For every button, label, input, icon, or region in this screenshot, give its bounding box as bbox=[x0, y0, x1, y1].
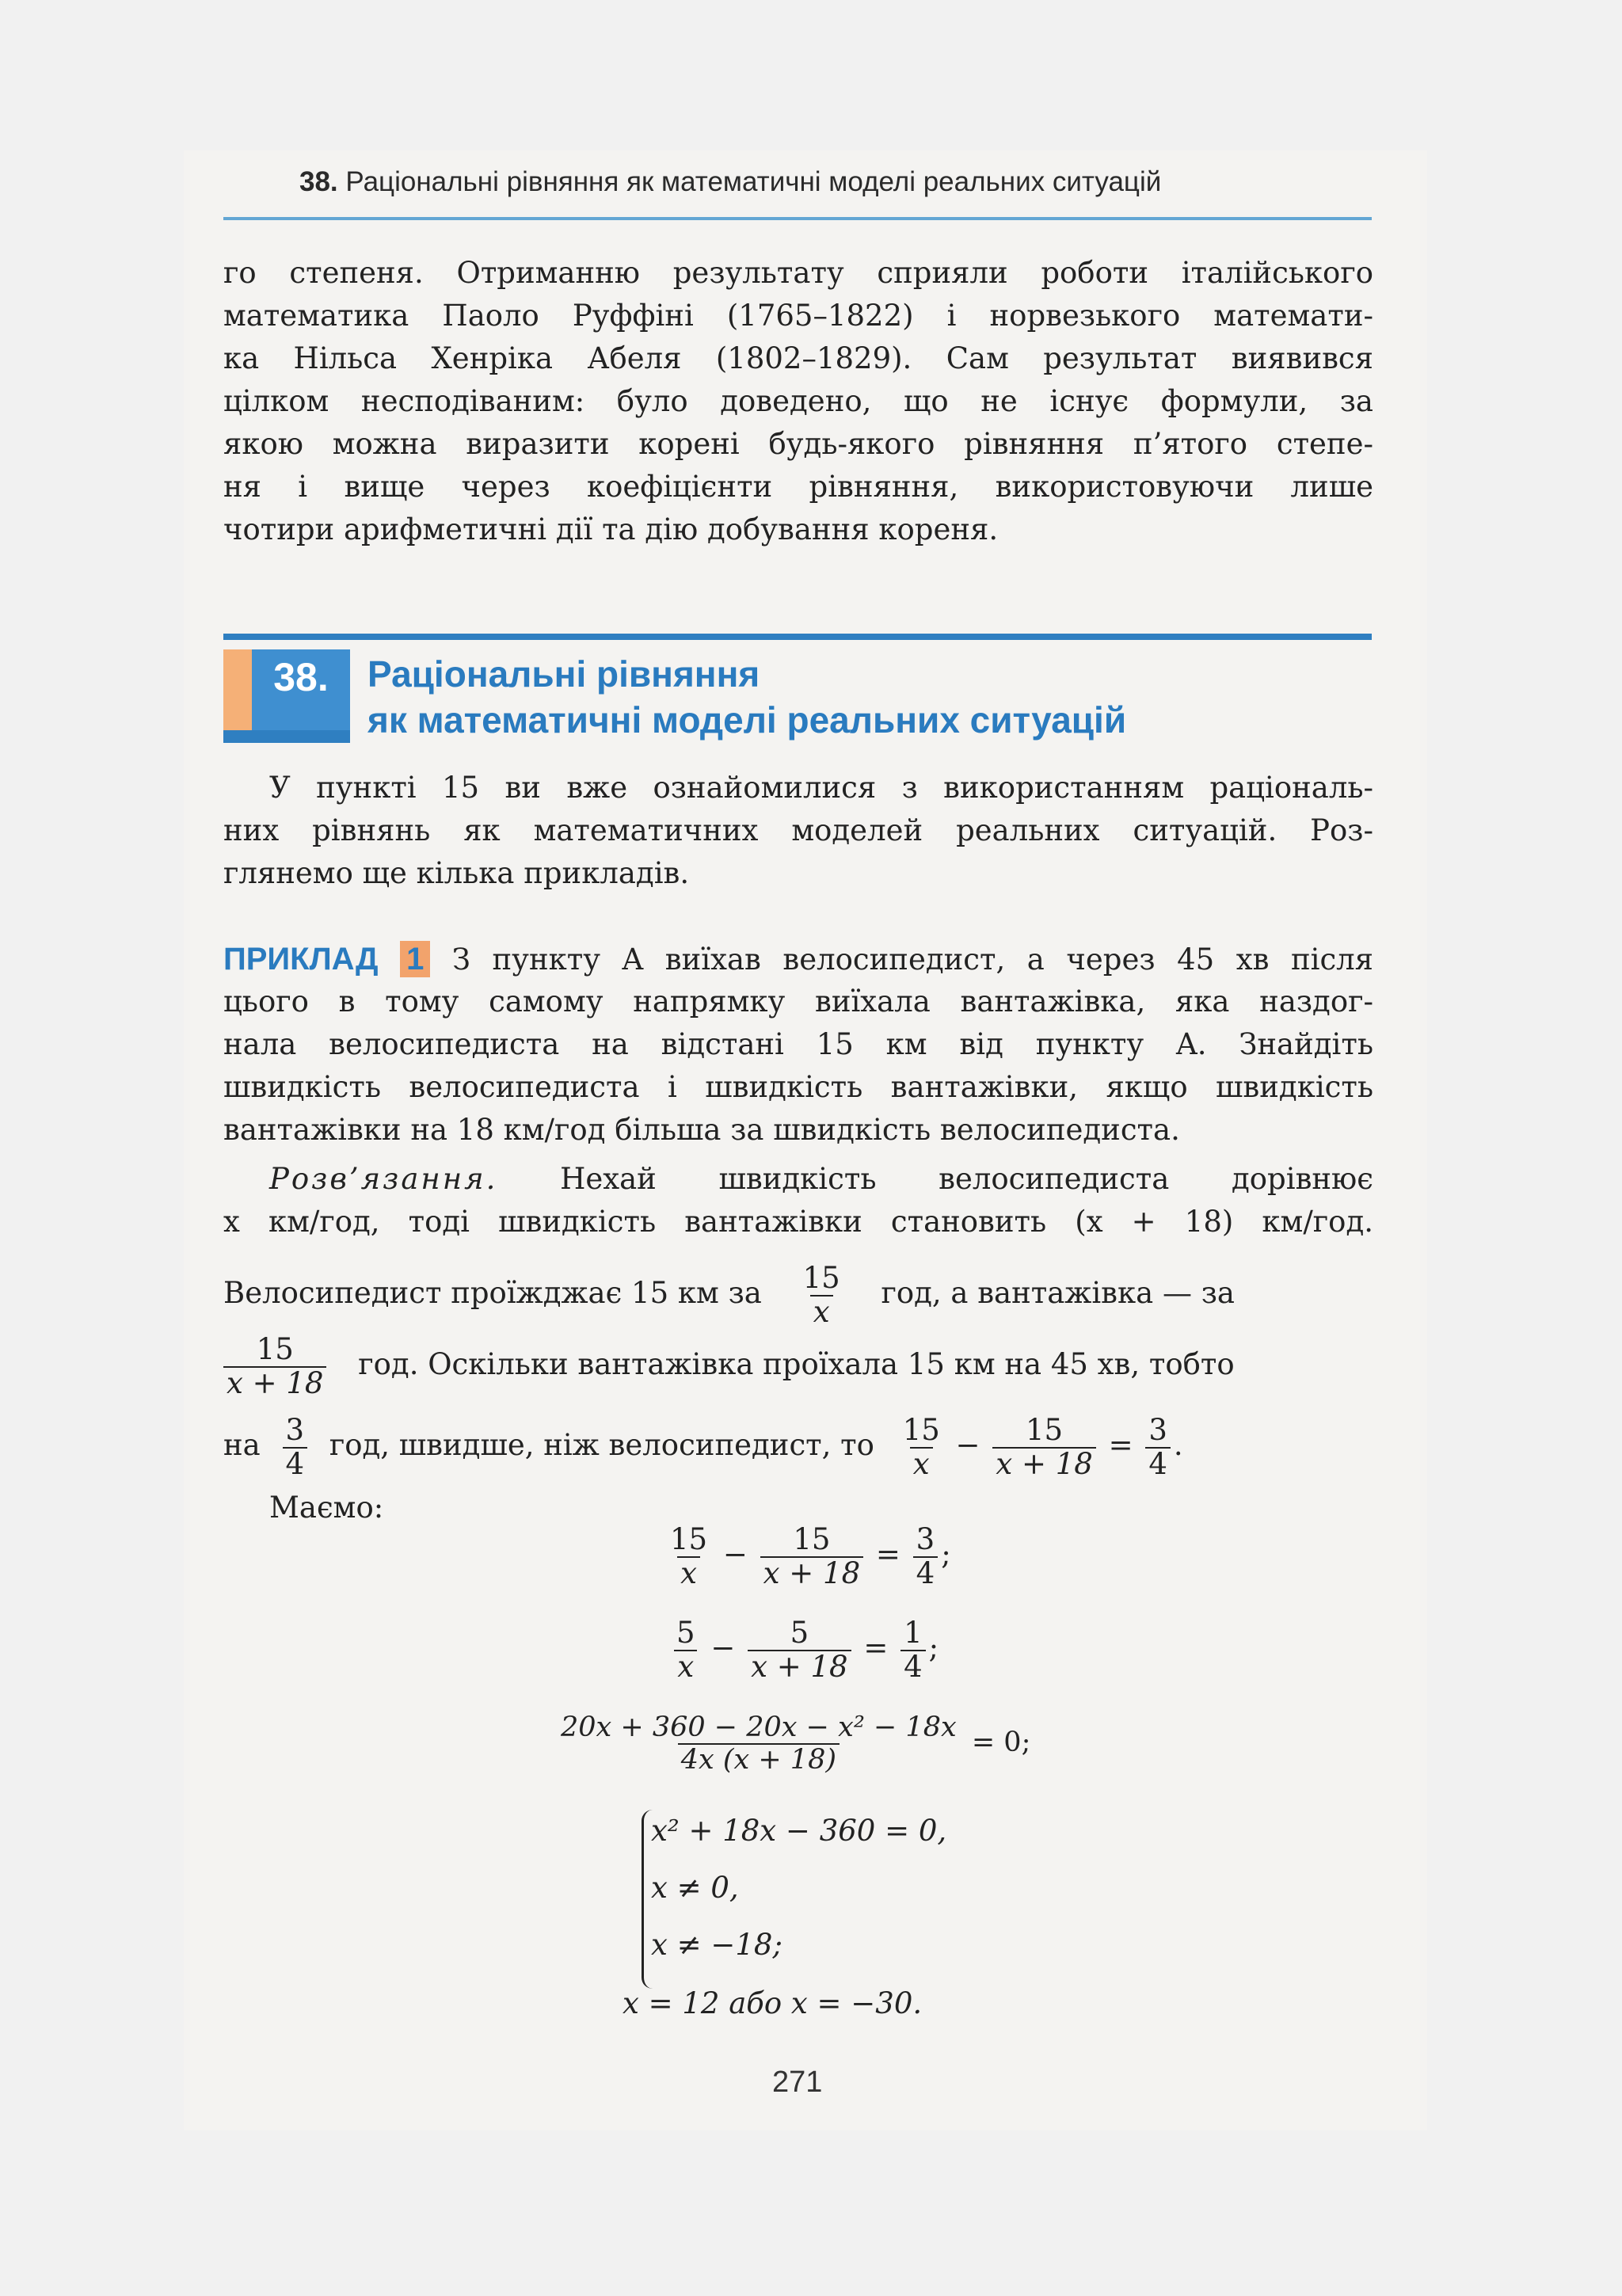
example-line: вантажівки на 18 км/год більша за швидкість велосипедиста. bbox=[223, 1113, 1180, 1147]
fraction bbox=[667, 1524, 710, 1590]
solution-text: год, швидше, ніж велосипедист, то bbox=[329, 1428, 874, 1463]
result-equation: x = 12 або x = −30. bbox=[623, 1986, 923, 2020]
fraction bbox=[1145, 1415, 1171, 1480]
semicolon: ; bbox=[941, 1537, 951, 1572]
numerator: 15 bbox=[256, 1332, 294, 1366]
section-title bbox=[367, 651, 1126, 743]
numerator: 3 bbox=[916, 1522, 935, 1556]
minus-sign: − bbox=[710, 1631, 736, 1666]
fraction bbox=[800, 1262, 843, 1328]
intro-line: ка Нільса Хенріка Абеля (1802–1829). Сам результат виявився bbox=[223, 341, 1373, 375]
solution-line-fraction bbox=[223, 1262, 1235, 1328]
minus-sign: − bbox=[955, 1428, 980, 1463]
section-title-line: Раціональні рівняння bbox=[367, 653, 760, 695]
solution-text: год, а вантажівка — за bbox=[881, 1276, 1235, 1311]
system-equation: x ≠ −18; bbox=[651, 1928, 782, 1962]
fraction bbox=[673, 1617, 699, 1683]
example-line: нала велосипедиста на відстані 15 км від пункту A. Знайдіть bbox=[223, 1027, 1373, 1061]
denominator: 4 bbox=[283, 1447, 308, 1481]
solution-line-equation bbox=[223, 1415, 1183, 1480]
denominator: 4 bbox=[900, 1650, 926, 1684]
system-equation: x² + 18x − 360 = 0, bbox=[651, 1814, 947, 1848]
section-rule bbox=[223, 634, 1372, 640]
fraction bbox=[900, 1415, 943, 1480]
fraction bbox=[283, 1415, 308, 1480]
denominator: x bbox=[910, 1447, 933, 1481]
intro-line: математика Паоло Руффіні (1765–1822) і норвезького математи- bbox=[223, 299, 1373, 333]
intro-line: якою можна виразити корені будь-якого рівняння п’ятого степе- bbox=[223, 427, 1373, 461]
solution-text: Велосипедист проїжджає 15 км за bbox=[223, 1276, 762, 1311]
denominator: x + 18 bbox=[223, 1366, 326, 1400]
example-line: швидкість велосипедиста і швидкість вантажівки, якщо швидкість bbox=[223, 1070, 1373, 1104]
denominator: x + 18 bbox=[748, 1650, 851, 1684]
denominator: x + 18 bbox=[760, 1556, 863, 1590]
solution-line: x км/год, тоді швидкість вантажівки становить (x + 18) км/год. bbox=[223, 1205, 1373, 1239]
numerator: 15 bbox=[802, 1261, 840, 1295]
equation-step-2 bbox=[670, 1617, 939, 1683]
numerator: 1 bbox=[904, 1616, 923, 1650]
numerator: 15 bbox=[1026, 1413, 1064, 1447]
numerator: 15 bbox=[670, 1522, 708, 1556]
denominator: x bbox=[677, 1556, 700, 1590]
denominator: 4x (x + 18) bbox=[678, 1743, 840, 1776]
intro-line: чотири арифметичні дії та дію добування кореня. bbox=[223, 512, 999, 546]
section-intro-line: глянемо ще кілька прикладів. bbox=[223, 856, 690, 890]
denominator: x bbox=[674, 1650, 697, 1684]
numerator: 20x + 360 − 20x − x² − 18x bbox=[561, 1712, 957, 1743]
equation-step-3 bbox=[554, 1712, 1030, 1775]
header-rule bbox=[223, 217, 1372, 220]
equals-sign: = bbox=[1108, 1428, 1133, 1463]
page-number: 271 bbox=[772, 2066, 823, 2099]
fraction bbox=[748, 1617, 851, 1683]
equals-zero: = 0; bbox=[971, 1727, 1031, 1758]
numerator: 15 bbox=[793, 1522, 831, 1556]
solution-text: на bbox=[223, 1428, 261, 1463]
section-intro-line: У пункті 15 ви вже ознайомилися з використанням раціональ- bbox=[269, 771, 1373, 805]
fraction bbox=[558, 1712, 960, 1775]
denominator: 4 bbox=[913, 1556, 939, 1590]
section-title-line: як математичні моделі реальних ситуацій bbox=[367, 699, 1127, 741]
solution-text: год. Оскільки вантажівка проїхала 15 км на 45 хв, тобто bbox=[358, 1347, 1235, 1382]
section-number-badge: 38. bbox=[252, 649, 350, 743]
fraction bbox=[900, 1617, 926, 1683]
section-intro-line: них рівнянь як математичних моделей реальних ситуацій. Роз- bbox=[223, 813, 1373, 847]
period: . bbox=[1173, 1428, 1183, 1463]
fraction bbox=[992, 1415, 1095, 1480]
numerator: 3 bbox=[285, 1413, 305, 1447]
solution-text: Нехай швидкість велосипедиста дорівнює bbox=[560, 1162, 1373, 1196]
solution-first-line bbox=[269, 1158, 1373, 1201]
minus-sign: − bbox=[722, 1537, 748, 1572]
example-line: цього в тому самому напрямку виїхала вантажівка, яка наздог- bbox=[223, 984, 1373, 1019]
example-first-line bbox=[223, 938, 1373, 981]
numerator: 15 bbox=[902, 1413, 940, 1447]
solution-label: Розв’язання. bbox=[269, 1162, 498, 1196]
intro-line: го степеня. Отриманню результату сприяли роботи італійського bbox=[223, 256, 1373, 290]
denominator: 4 bbox=[1145, 1447, 1171, 1481]
denominator: x bbox=[810, 1295, 833, 1329]
numerator: 5 bbox=[676, 1616, 695, 1650]
solution-line-fraction bbox=[223, 1334, 1235, 1399]
header-title: Раціональні рівняння як математичні моделі реальних ситуацій bbox=[345, 166, 1162, 197]
numerator: 3 bbox=[1148, 1413, 1167, 1447]
example-number: 1 bbox=[400, 941, 430, 977]
fraction bbox=[760, 1524, 863, 1590]
numerator: 5 bbox=[790, 1616, 809, 1650]
example-text: З пункту A виїхав велосипедист, а через 45 хв після bbox=[451, 942, 1374, 977]
equals-sign: = bbox=[875, 1537, 900, 1572]
intro-line: ня і вище через коефіцієнти рівняння, використовуючи лише bbox=[223, 470, 1373, 504]
section-badge-underline bbox=[223, 730, 350, 743]
system-equation: x ≠ 0, bbox=[651, 1871, 739, 1905]
example-label: ПРИКЛАД bbox=[223, 942, 379, 977]
intro-line: цілком несподіваним: було доведено, що не існує формули, за bbox=[223, 384, 1373, 418]
section-badge-accent bbox=[223, 649, 252, 743]
denominator: x + 18 bbox=[992, 1447, 1095, 1481]
fraction bbox=[223, 1334, 326, 1399]
solution-mayemo: Маємо: bbox=[269, 1491, 384, 1525]
equation-step-1 bbox=[664, 1524, 951, 1590]
running-header bbox=[299, 166, 1161, 198]
fraction bbox=[913, 1524, 939, 1590]
semicolon: ; bbox=[928, 1631, 939, 1666]
header-number: 38. bbox=[299, 166, 338, 197]
equals-sign: = bbox=[863, 1631, 889, 1666]
